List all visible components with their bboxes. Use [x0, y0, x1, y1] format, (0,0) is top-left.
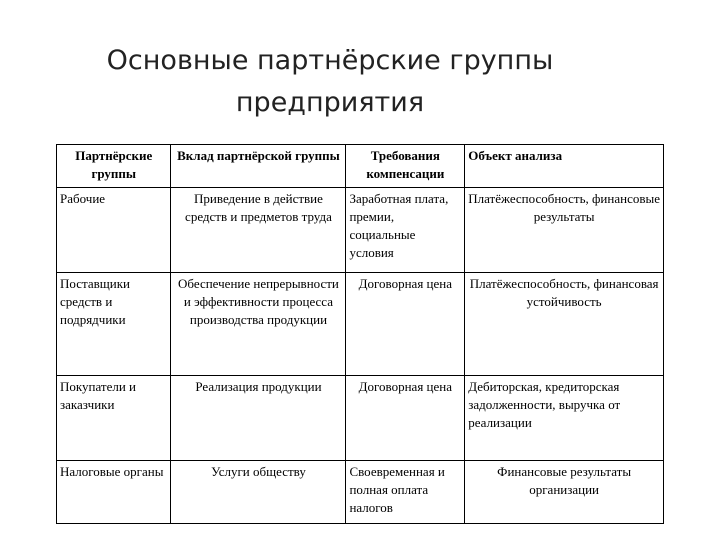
slide-title-line-1: Основные партнёрские группы	[106, 45, 554, 76]
partner-groups-table	[56, 144, 664, 524]
cell-compensation: Своевременная и полная оплата налогов	[346, 461, 465, 524]
cell-compensation: Заработная плата, премии, социальные условия	[346, 188, 465, 273]
header-analysis-object: Объект анализа	[465, 145, 664, 188]
cell-analysis-object: Платёжеспособность, финансовые результаты	[465, 188, 664, 273]
cell-contribution: Услуги обществу	[171, 461, 346, 524]
cell-analysis-object: Платёжеспособность, финансовая устойчивость	[465, 273, 664, 376]
cell-analysis-object: Дебиторская, кредиторская задолженности, выручка от реализации	[465, 376, 664, 461]
table-header-row	[57, 145, 664, 188]
cell-contribution: Обеспечение непрерывности и эффективности процесса производства продукции	[171, 273, 346, 376]
table-row	[57, 376, 664, 461]
table-row	[57, 273, 664, 376]
cell-partner-group: Налоговые органы	[57, 461, 171, 524]
cell-partner-group: Рабочие	[57, 188, 171, 273]
table-row	[57, 461, 664, 524]
cell-partner-group: Поставщики средств и подрядчики	[57, 273, 171, 376]
slide-title-line-2: предприятия	[235, 87, 425, 118]
cell-contribution: Реализация продукции	[171, 376, 346, 461]
cell-partner-group: Покупатели и заказчики	[57, 376, 171, 461]
table-body	[57, 188, 664, 524]
cell-compensation: Договорная цена	[346, 273, 465, 376]
cell-contribution: Приведение в действие средств и предметов труда	[171, 188, 346, 273]
header-compensation: Требования компенсации	[346, 145, 465, 188]
table-header	[57, 145, 664, 188]
header-partner-groups: Партнёрские группы	[57, 145, 171, 188]
header-contribution: Вклад партнёрской группы	[171, 145, 346, 188]
table-row	[57, 188, 664, 273]
cell-compensation: Договорная цена	[346, 376, 465, 461]
slide-title	[0, 40, 660, 124]
cell-analysis-object: Финансовые результаты организации	[465, 461, 664, 524]
